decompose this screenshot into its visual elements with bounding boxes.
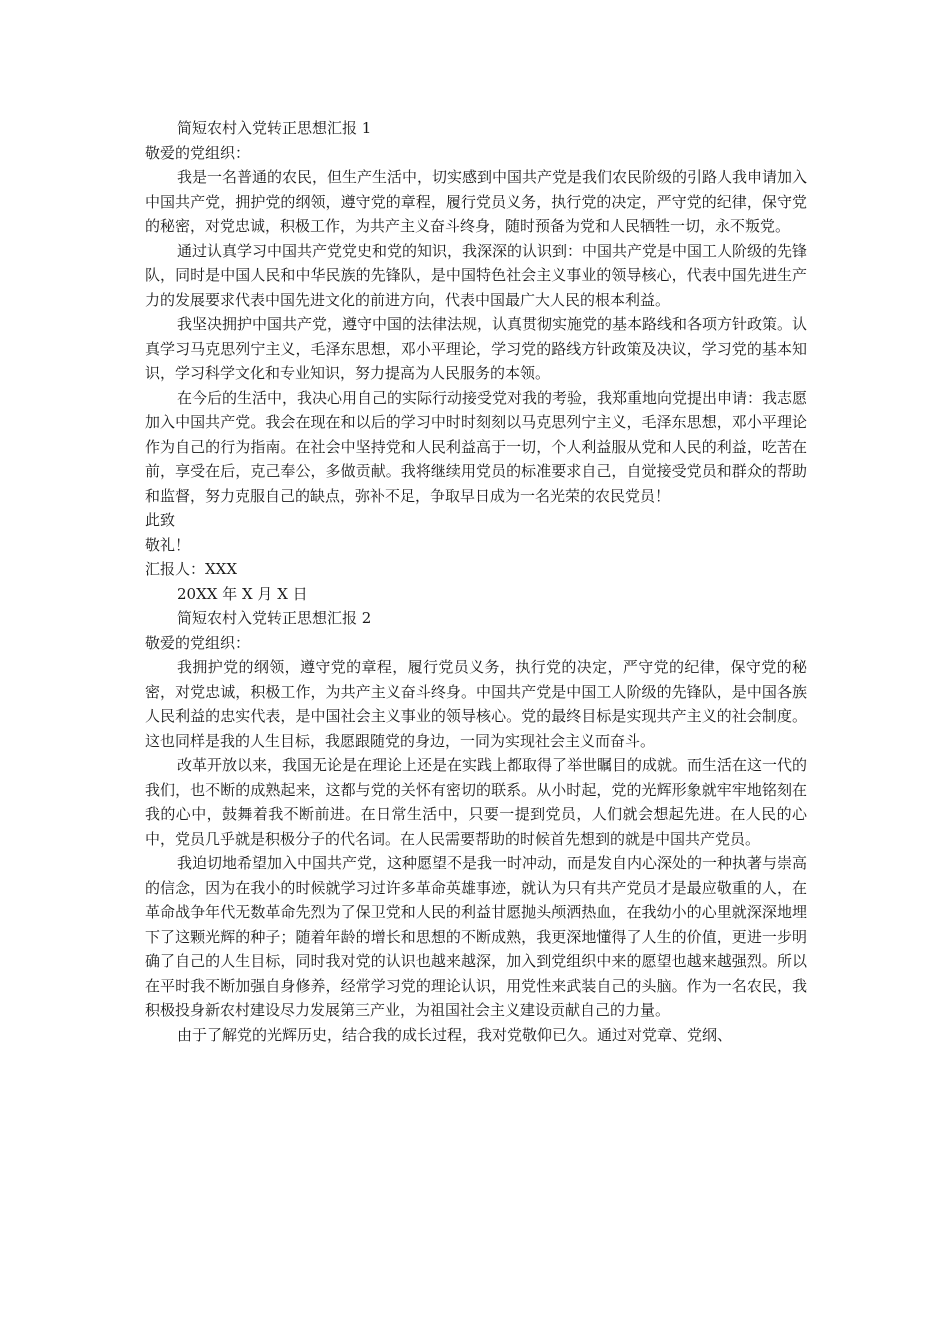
- document-page: [145, 116, 807, 1047]
- section1-closing-2: 敬礼！: [145, 535, 191, 554]
- section2-paragraph-1: 我拥护党的纲领，遵守党的章程，履行党员义务，执行党的决定，严守党的纪律，保守党的秘密，对党忠诚，积极工作，为共产主义奋斗终身。中国共产党是中国工人阶级的先锋队，是中国各族人民利益的忠实代表，是中国社会主义事业的领导核心。党的最终目标是实现共产主义的社会制度。这也同样是我的人生目标，我愿跟随党的身边，一同为实现社会主义而奋斗。: [145, 658, 807, 750]
- section1-paragraph-4: 在今后的生活中，我决心用自己的实际行动接受党对我的考验，我郑重地向党提出申请：我志愿加入中国共产党。我会在现在和以后的学习中时时刻刻以马克思列宁主义，毛泽东思想，邓小平理论作为自己的行为指南。在社会中坚持党和人民利益高于一切，个人利益服从党和人民的利益，吃苦在前，享受在后，克己奉公，多做贡献。我将继续用党员的标准要求自己，自觉接受党员和群众的帮助和监督，努力克服自己的缺点，弥补不足，争取早日成为一名光荣的农民党员！: [145, 388, 808, 505]
- section1-paragraph-3: 我坚决拥护中国共产党，遵守中国的法律法规，认真贯彻实施党的基本路线和各项方针政策。认真学习马克思列宁主义，毛泽东思想，邓小平理论，学习党的路线方针政策及决议，学习党的基本知识，学习科学文化和专业知识，努力提高为人民服务的本领。: [145, 315, 808, 382]
- section1-closing-1: 此致: [145, 511, 176, 529]
- section2-paragraph-4: 由于了解党的光辉历史，结合我的成长过程，我对党敬仰已久。通过对党章、党纲、: [177, 1025, 733, 1044]
- section1-paragraph-2: 通过认真学习中国共产党党史和党的知识，我深深的认识到：中国共产党是中国工人阶级的先锋队，同时是中国人民和中华民族的先锋队，是中国特色社会主义事业的领导核心，代表中国先进生产力的发展要求代表中国先进文化的前进方向，代表中国最广大人民的根本利益。: [145, 241, 808, 309]
- section2-salutation: 敬爱的党组织：: [145, 633, 251, 652]
- section2-paragraph-2: 改革开放以来，我国无论是在理论上还是在实践上都取得了举世瞩目的成就。而生活在这一代的我们，也不断的成熟起来，这都与党的关怀有密切的联系。从小时起，党的光辉形象就牢牢地铭刻在我的心中，鼓舞着我不断前进。在日常生活中，只要一提到党员，人们就会想起先进。在人民的心中，党员几乎就是积极分子的代名词。在人民需要帮助的时候首先想到的就是中国共产党员。: [145, 756, 808, 848]
- section1-paragraph-1: 我是一名普通的农民，但生产生活中，切实感到中国共产党是我们农民阶级的引路人我申请加入中国共产党，拥护党的纲领，遵守党的章程，履行党员义务，执行党的决定，严守党的纪律，保守党的秘密，对党忠诚，积极工作，为共产主义奋斗终身，随时预备为党和人民牺牲一切，永不叛党。: [145, 168, 808, 235]
- section2-paragraph-3: 我迫切地希望加入中国共产党，这种愿望不是我一时冲动，而是发自内心深处的一种执著与崇高的信念，因为在我小的时候就学习过许多革命英雄事迹，就认为只有共产党员才是最应敬重的人，在革命战争年代无数革命先烈为了保卫党和人民的利益甘愿抛头颅洒热血，在我幼小的心里就深深地埋下了这颗光辉的种子；随着年龄的增长和思想的不断成熟，我更深地懂得了人生的价值，更进一步明确了自己的人生目标，同时我对党的认识也越来越深，加入到党组织中来的愿望也越来越强烈。所以在平时我不断加强自身修养，经常学习党的理论认识，用党性来武装自己的头脑。作为一名农民，我积极投身新农村建设尽力发展第三产业，为祖国社会主义建设贡献自己的力量。: [145, 854, 808, 1019]
- section2-title: 简短农村入党转正思想汇报 2: [177, 609, 372, 627]
- section1-date: 20XX 年 X 月 X 日: [177, 584, 308, 603]
- section1-salutation: 敬爱的党组织：: [145, 143, 251, 162]
- section1-reporter: 汇报人：XXX: [145, 560, 238, 578]
- section1-title: 简短农村入党转正思想汇报 1: [177, 119, 372, 137]
